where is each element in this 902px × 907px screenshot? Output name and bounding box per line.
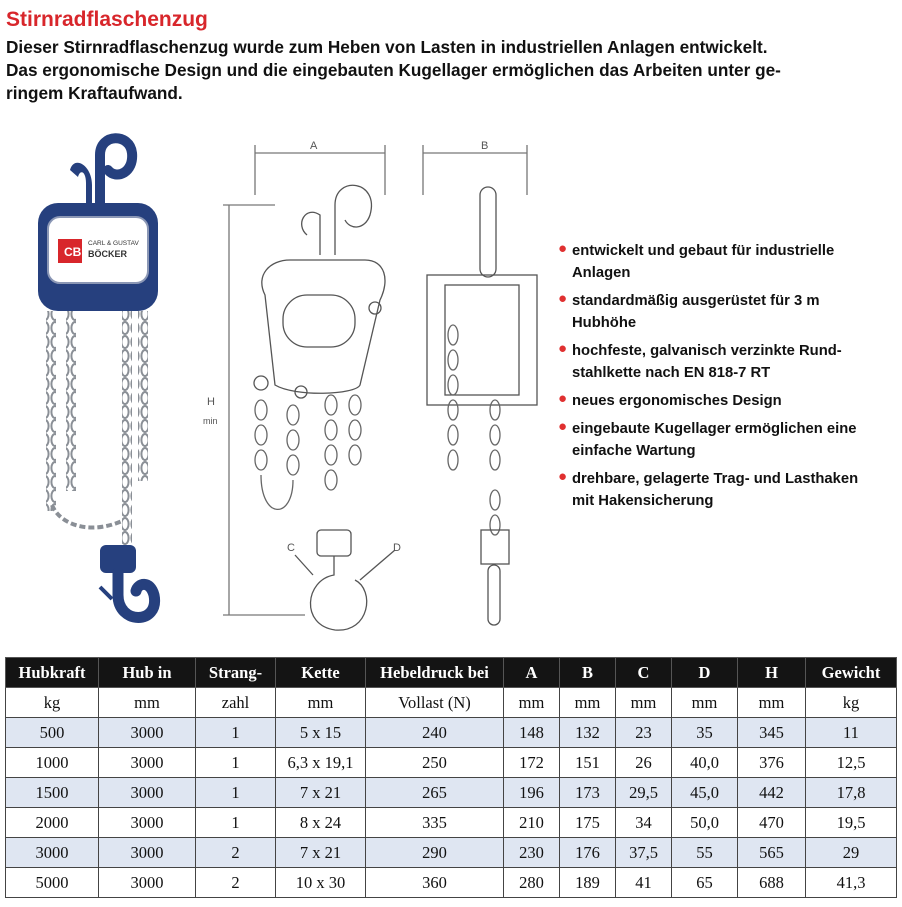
bullet-icon: ●: [558, 340, 568, 357]
feature-line: einfache Wartung: [572, 443, 696, 459]
bullet-icon: ●: [558, 418, 568, 435]
unit-cell: mm: [276, 688, 366, 718]
feature-item: [556, 290, 896, 334]
table-cell: 172: [504, 748, 560, 778]
table-cell: 230: [504, 838, 560, 868]
bullet-icon: ●: [558, 290, 568, 307]
unit-cell: mm: [738, 688, 806, 718]
column-header: Strang-: [196, 658, 276, 688]
brand-line-1: CARL & GUSTAV: [88, 240, 139, 247]
intro-text: [6, 36, 896, 105]
table-cell: 376: [738, 748, 806, 778]
table-cell: 41: [616, 868, 672, 898]
table-cell: 1: [196, 718, 276, 748]
table-cell: 1: [196, 748, 276, 778]
unit-cell: kg: [806, 688, 897, 718]
table-cell: 19,5: [806, 808, 897, 838]
unit-cell: mm: [616, 688, 672, 718]
table-cell: 2: [196, 868, 276, 898]
feature-line: drehbare, gelagerte Trag- und Lasthaken: [572, 471, 859, 487]
column-header: A: [504, 658, 560, 688]
table-row: [6, 808, 897, 838]
table-units-row: [6, 688, 897, 718]
column-header: Hub in: [99, 658, 196, 688]
table-cell: 26: [616, 748, 672, 778]
feature-line: mit Hakensicherung: [572, 493, 714, 509]
table-cell: 50,0: [672, 808, 738, 838]
label-c: C: [287, 542, 295, 554]
table-cell: 29,5: [616, 778, 672, 808]
table-cell: 175: [560, 808, 616, 838]
feature-item: [556, 390, 896, 412]
table-cell: 1: [196, 778, 276, 808]
feature-line: eingebaute Kugellager ermöglichen eine: [572, 421, 857, 437]
table-cell: 17,8: [806, 778, 897, 808]
table-cell: 12,5: [806, 748, 897, 778]
table-cell: 45,0: [672, 778, 738, 808]
table-cell: 240: [366, 718, 504, 748]
feature-line: stahlkette nach EN 818-7 RT: [572, 365, 771, 381]
table-cell: 3000: [99, 778, 196, 808]
table-cell: 3000: [99, 748, 196, 778]
table-cell: 5 x 15: [276, 718, 366, 748]
table-cell: 1500: [6, 778, 99, 808]
table-cell: 360: [366, 868, 504, 898]
table-cell: 688: [738, 868, 806, 898]
feature-item: [556, 468, 896, 512]
page-title: Stirnradflaschenzug: [6, 8, 208, 31]
feature-item: [556, 418, 896, 462]
table-cell: 265: [366, 778, 504, 808]
unit-cell: mm: [504, 688, 560, 718]
hoist-photo: [30, 125, 170, 655]
table-cell: 470: [738, 808, 806, 838]
table-row: [6, 718, 897, 748]
table-cell: 280: [504, 868, 560, 898]
unit-cell: mm: [560, 688, 616, 718]
table-cell: 41,3: [806, 868, 897, 898]
table-cell: 500: [6, 718, 99, 748]
feature-line: neues ergonomisches Design: [572, 393, 782, 409]
table-row: [6, 748, 897, 778]
table-cell: 55: [672, 838, 738, 868]
table-cell: 5000: [6, 868, 99, 898]
table-cell: 2: [196, 838, 276, 868]
column-header: H: [738, 658, 806, 688]
table-cell: 345: [738, 718, 806, 748]
unit-cell: zahl: [196, 688, 276, 718]
intro-line: ringem Kraftaufwand.: [6, 83, 183, 103]
table-cell: 2000: [6, 808, 99, 838]
label-h-min: min: [203, 416, 218, 426]
table-cell: 8 x 24: [276, 808, 366, 838]
feature-item: [556, 340, 896, 384]
table-cell: 1000: [6, 748, 99, 778]
bullet-icon: ●: [558, 240, 568, 257]
bullet-icon: ●: [558, 390, 568, 407]
feature-line: Hubhöhe: [572, 315, 637, 331]
column-header: B: [560, 658, 616, 688]
column-header: Hubkraft: [6, 658, 99, 688]
column-header: D: [672, 658, 738, 688]
table-cell: 3000: [99, 718, 196, 748]
label-a: A: [310, 140, 318, 152]
unit-cell: Vollast (N): [366, 688, 504, 718]
label-b: B: [481, 140, 489, 152]
table-cell: 65: [672, 868, 738, 898]
table-cell: 176: [560, 838, 616, 868]
spec-table: [5, 657, 897, 898]
table-cell: 148: [504, 718, 560, 748]
table-cell: 3000: [6, 838, 99, 868]
table-cell: 132: [560, 718, 616, 748]
feature-list: [556, 240, 896, 518]
table-cell: 210: [504, 808, 560, 838]
table-row: [6, 868, 897, 898]
feature-item: [556, 240, 896, 284]
table-cell: 189: [560, 868, 616, 898]
table-cell: 37,5: [616, 838, 672, 868]
unit-cell: kg: [6, 688, 99, 718]
column-header: C: [616, 658, 672, 688]
table-row: [6, 778, 897, 808]
intro-line: Das ergonomische Design und die eingebauten Kugellager ermöglichen das Arbeiten unter ge-: [6, 60, 781, 80]
table-cell: 29: [806, 838, 897, 868]
table-cell: 6,3 x 19,1: [276, 748, 366, 778]
feature-line: hochfeste, galvanisch verzinkte Rund-: [572, 343, 842, 359]
table-cell: 10 x 30: [276, 868, 366, 898]
table-cell: 3000: [99, 868, 196, 898]
table-cell: 35: [672, 718, 738, 748]
table-cell: 565: [738, 838, 806, 868]
svg-text:CB: CB: [64, 245, 82, 259]
dimension-drawing: [195, 135, 550, 645]
table-cell: 442: [738, 778, 806, 808]
column-header: Hebeldruck bei: [366, 658, 504, 688]
unit-cell: mm: [99, 688, 196, 718]
table-cell: 1: [196, 808, 276, 838]
table-cell: 173: [560, 778, 616, 808]
brand-line-2: BÖCKER: [88, 249, 128, 259]
table-cell: 196: [504, 778, 560, 808]
table-cell: 7 x 21: [276, 838, 366, 868]
bullet-icon: ●: [558, 468, 568, 485]
table-cell: 151: [560, 748, 616, 778]
table-cell: 335: [366, 808, 504, 838]
table-cell: 34: [616, 808, 672, 838]
feature-line: Anlagen: [572, 265, 631, 281]
table-cell: 290: [366, 838, 504, 868]
label-d: D: [393, 542, 401, 554]
column-header: Gewicht: [806, 658, 897, 688]
table-cell: 23: [616, 718, 672, 748]
table-cell: 7 x 21: [276, 778, 366, 808]
label-h: H: [207, 396, 215, 408]
table-row: [6, 838, 897, 868]
table-cell: 11: [806, 718, 897, 748]
feature-line: standardmäßig ausgerüstet für 3 m: [572, 293, 820, 309]
table-cell: 3000: [99, 808, 196, 838]
table-cell: 250: [366, 748, 504, 778]
table-header-row: [6, 658, 897, 688]
table-cell: 40,0: [672, 748, 738, 778]
table-cell: 3000: [99, 838, 196, 868]
intro-line: Dieser Stirnradflaschenzug wurde zum Heben von Lasten in industriellen Anlagen entwickelt.: [6, 37, 768, 57]
column-header: Kette: [276, 658, 366, 688]
feature-line: entwickelt und gebaut für industrielle: [572, 243, 835, 259]
unit-cell: mm: [672, 688, 738, 718]
